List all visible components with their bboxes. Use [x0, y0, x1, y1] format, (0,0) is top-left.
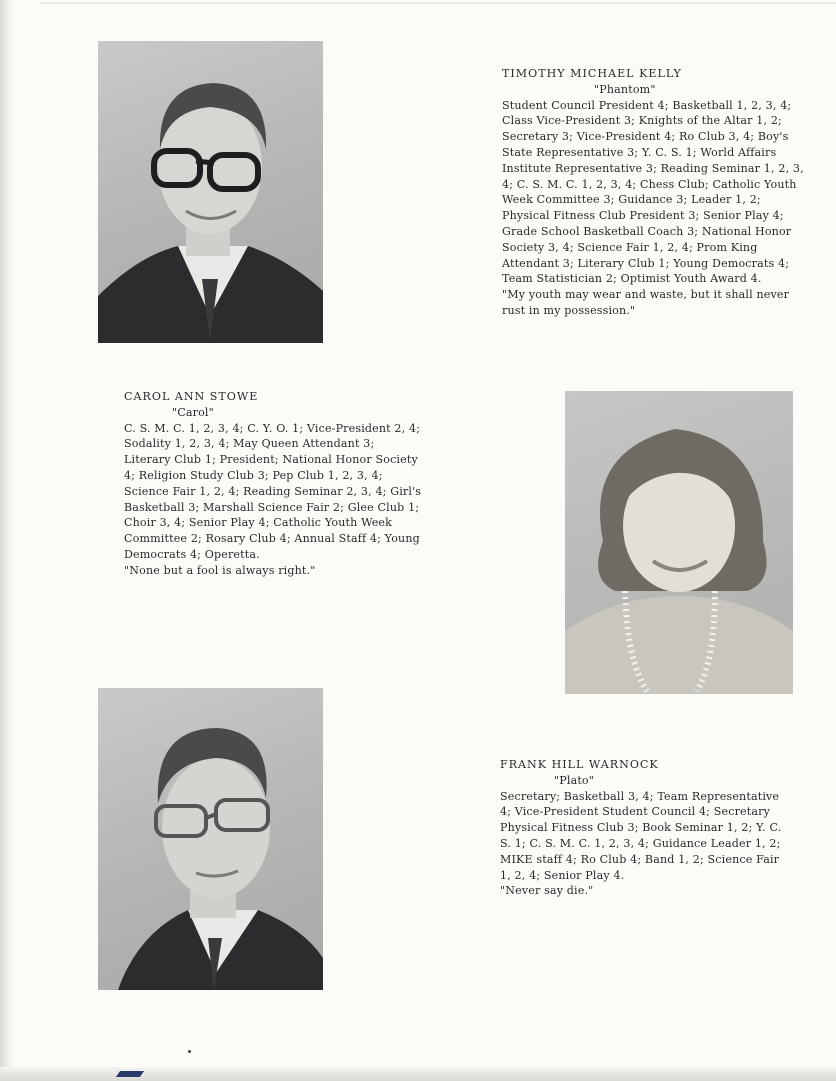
student-quote: "None but a fool is always right.": [124, 563, 316, 577]
student-photo-kelly: [98, 41, 323, 343]
student-name: FRANK HILL WARNOCK: [500, 758, 659, 771]
portrait-kelly-graphic: [98, 41, 323, 343]
student-nickname: "Plato": [554, 773, 595, 787]
student-activities: Student Council President 4; Basketball 1, 2, 3, 4; Class Vice-President 3; Knights of the Altar 1, 2; Secretary 3; Vice-President 4; Ro Club 3, 4; Boy's State Representative 3; Y. C. S. 1; World Affairs Institute Representative 3; Reading Seminar 1, 2, 3, 4; C. S. M. C. 1, 2, 3, 4; Chess Club; Catholic Youth Week Committee 3; Guidance 3; Leader 1, 2; Physical Fitness Club President 3; Senior Play 4; Grade School Basketball Coach 3; National Honor Society 3, 4; Science Fair 1, 2, 4; Prom King Attendant 3; Literary Club 1; Young Democrats 4; Team Statistician 2; Optimist Youth Award 4.: [502, 98, 804, 286]
student-activities: Secretary; Basketball 3, 4; Team Representative 4; Vice-President Student Council 4; Secretary Physical Fitness Club 3; Book Seminar 1, 2; Y. C. S. 1; C. S. M. C. 1, 2, 3, 4; Guidance Leader 1, 2; MIKE staff 4; Ro Club 4; Band 1, 2; Science Fair 1, 2, 4; Senior Play 4.: [500, 789, 782, 882]
page-top-edge: [40, 2, 836, 4]
student-photo-stowe: [565, 391, 793, 694]
student-activities: C. S. M. C. 1, 2, 3, 4; C. Y. O. 1; Vice-President 2, 4; Sodality 1, 2, 3, 4; May Queen Attendant 3; Literary Club 1; President; National Honor Society 4; Religion Study Club 3; Pep Club 1, 2, 3, 4; Science Fair 1, 2, 4; Reading Seminar 2, 3, 4; Girl's Basketball 3; Marshall Science Fair 2; Glee Club 1; Choir 3, 4; Senior Play 4; Catholic Youth Week Committee 2; Rosary Club 4; Annual Staff 4; Young Democrats 4; Operetta.: [124, 421, 422, 561]
student-photo-warnock: [98, 688, 323, 990]
student-bio-stowe: [124, 389, 424, 579]
student-bio-warnock: [500, 757, 790, 899]
student-bio-kelly: [502, 66, 804, 319]
student-nickname: "Carol": [172, 405, 214, 419]
portrait-stowe-graphic: [565, 391, 793, 694]
page-speck: [188, 1050, 191, 1053]
student-name: TIMOTHY MICHAEL KELLY: [502, 67, 682, 80]
portrait-warnock-graphic: [98, 688, 323, 990]
binding-mark: [116, 1071, 144, 1077]
student-nickname: "Phantom": [594, 82, 656, 96]
student-name: CAROL ANN STOWE: [124, 390, 259, 403]
page-binding-edge: [0, 0, 16, 1081]
student-quote: "Never say die.": [500, 884, 594, 898]
student-quote: "My youth may wear and waste, but it shall never rust in my possession.": [502, 288, 790, 317]
